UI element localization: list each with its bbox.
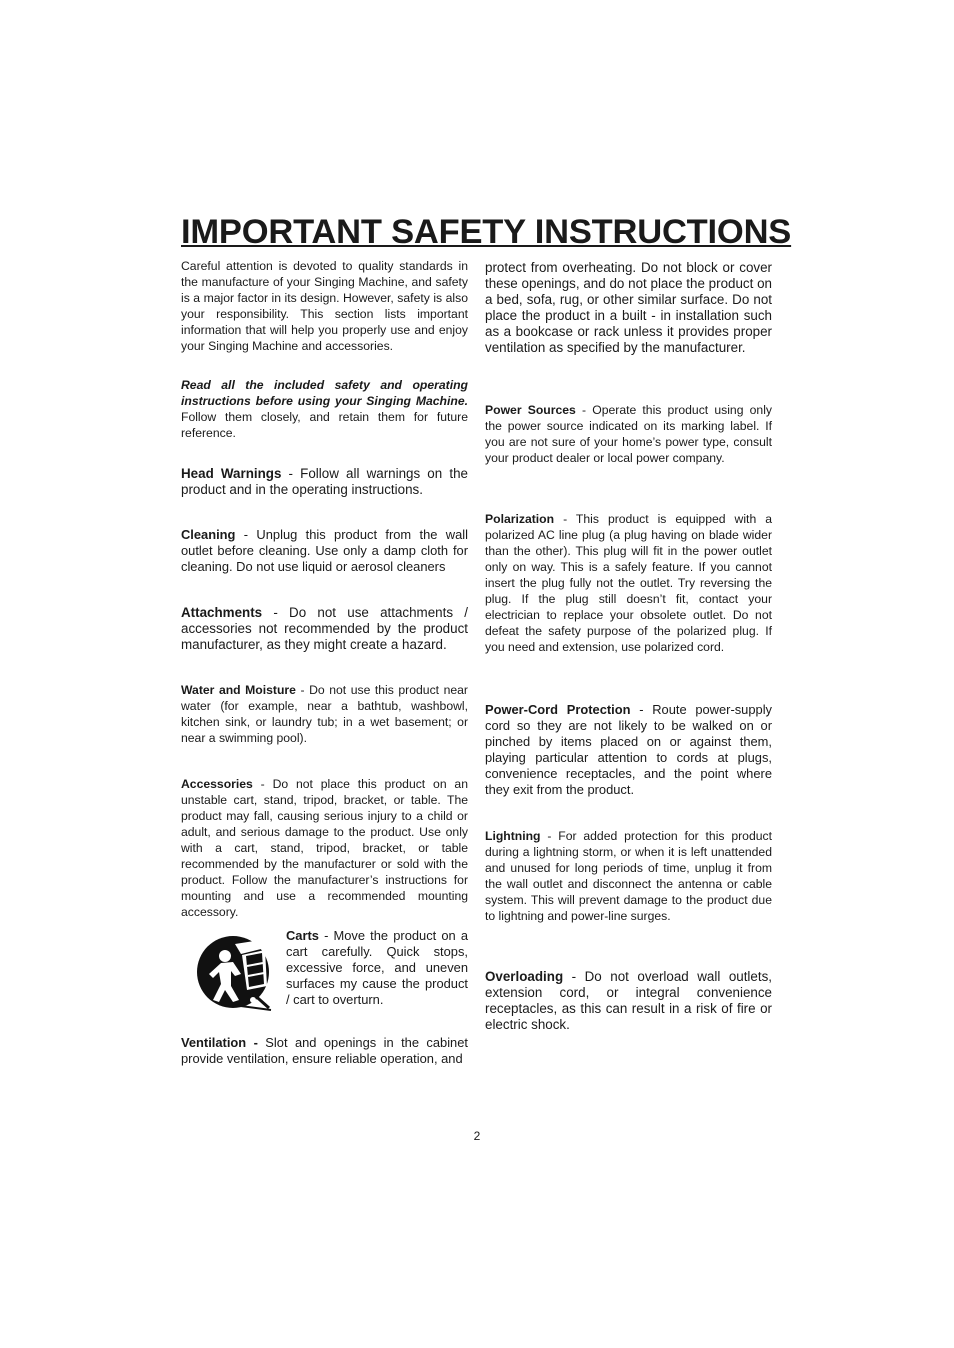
ventilation-heading: Ventilation - <box>181 1035 258 1050</box>
power-sources-heading: Power Sources <box>485 403 576 417</box>
lightning-heading: Lightning <box>485 829 541 843</box>
polarization-section <box>485 511 772 655</box>
read-instructions-rest: Follow them closely, and retain them for future reference. <box>181 410 468 440</box>
power-sources-text: - Operate this product using only the power source indicated on its marking label. If you are not sure of your home’s power type, consult your product dealer or local power company. <box>485 403 772 465</box>
ventilation-text: Slot and openings in the cabinet provide ventilation, ensure reliable operation, and <box>181 1035 468 1066</box>
water-moisture-heading: Water and Moisture <box>181 683 296 697</box>
head-warnings-text: - Follow all warnings on the product and in the operating instructions. <box>181 466 468 497</box>
power-sources-section <box>485 402 772 466</box>
read-instructions-emphasis: Read all the included safety and operating instructions before using your Singing Machine. <box>181 378 468 408</box>
carts-section <box>286 928 468 1008</box>
ventilation-continued: protect from overheating. Do not block or cover these openings, and do not place the product on a bed, sofa, rug, or other similar surface. Do not place the product in a built - in installation such as a bookcase or rack unless it provides proper ventilation as specified by the manufacturer. <box>485 260 772 355</box>
cleaning-text: - Unplug this product from the wall outlet before cleaning. Use only a damp cloth for cleaning. Do not use liquid or aerosol cleaners <box>181 527 468 574</box>
accessories-text: - Do not place this product on an unstable cart, stand, tripod, bracket, or table. The product may fall, causing serious injury to a child or adult, and serious damage to the product. Use only with a cart, stand, tripod, bracket, or table recommended by the manufacturer or sold with the product. Follow the manufacturer’s instructions for mounting and use a recommended mounting accessory. <box>181 777 468 919</box>
head-warnings-section <box>181 466 468 498</box>
carts-text: - Move the product on a cart carefully. Quick stops, excessive force, and uneven surfaces my cause the product / cart to overturn. <box>286 928 468 1007</box>
power-cord-section <box>485 702 772 798</box>
read-instructions-paragraph <box>181 377 468 441</box>
cleaning-section <box>181 527 468 575</box>
intro-paragraph: Careful attention is devoted to quality standards in the manufacture of your Singing Machine, and safety is a major factor in its design. However, safety is also your responsibility. This section lists important information that will help you properly use and enjoy your Singing Machine and accessories. <box>181 259 468 353</box>
cleaning-heading: Cleaning <box>181 527 236 542</box>
polarization-text: - This product is equipped with a polarized AC line plug (a plug having on blade wider than the other). This plug will fit in the power outlet only on way. This is a safely feature. If you cannot insert the plug fully not the outlet. Try reversing the plug. If the plug still doesn’t fit, contact your electrician to replace your obsolete outlet. Do not defeat the safety purpose of the polarized plug. If you need and extension, use polarized cord. <box>485 512 772 654</box>
water-moisture-section <box>181 682 468 746</box>
overloading-text: - Do not overload wall outlets, extension cord, or integral convenience receptacles, as this can result in a risk of fire or electric shock. <box>485 969 772 1032</box>
attachments-text: - Do not use attachments / accessories not recommended by the product manufacturer, as they might create a hazard. <box>181 605 468 652</box>
ventilation-section <box>181 1035 468 1067</box>
water-moisture-text: - Do not use this product near water (for example, near a bathtub, washbowl, kitchen sink, or laundry tub; in a wet basement; or near a swimming pool). <box>181 683 468 745</box>
power-cord-text: - Route power-supply cord so they are not likely to be walked on or pinched by items placed on or against them, playing particular attention to cords at plugs, convenience receptacles, and the point where they exit from the product. <box>485 702 773 797</box>
overloading-section <box>485 969 772 1033</box>
lightning-section <box>485 828 772 924</box>
carts-heading: Carts <box>286 928 319 943</box>
page-number: 2 <box>473 1129 481 1143</box>
cart-tipover-warning-icon <box>195 926 273 1016</box>
page-title: IMPORTANT SAFETY INSTRUCTIONS <box>181 213 792 251</box>
power-cord-heading: Power-Cord Protection <box>485 702 631 717</box>
attachments-section <box>181 605 468 653</box>
attachments-heading: Attachments <box>181 605 263 620</box>
head-warnings-heading: Head Warnings <box>181 466 282 481</box>
lightning-text: - For added protection for this product during a lightning storm, or when it is left unattended and unused for long periods of time, unplug it from the wall outlet and disconnect the antenna or cable system. This will prevent damage to the product due to lightning and power-line surges. <box>485 829 772 923</box>
polarization-heading: Polarization <box>485 512 555 526</box>
overloading-heading: Overloading <box>485 969 564 984</box>
accessories-section <box>181 776 468 920</box>
accessories-heading: Accessories <box>181 777 253 791</box>
